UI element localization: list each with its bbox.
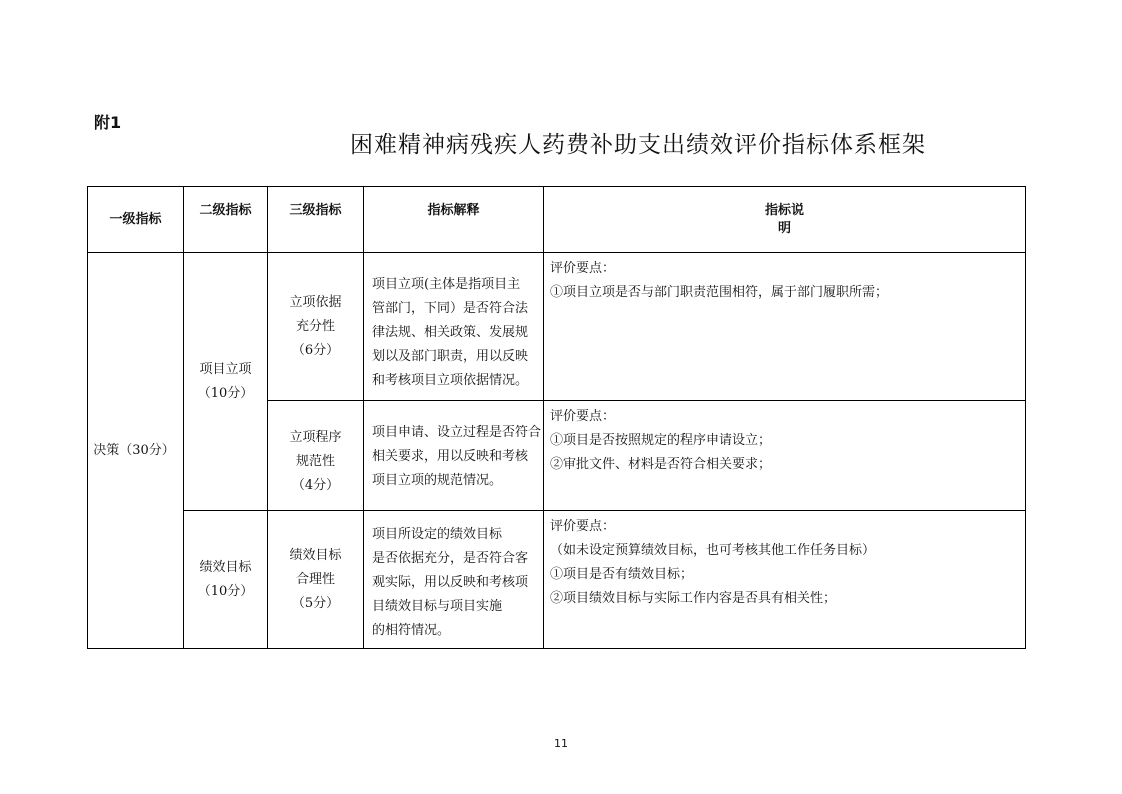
level1-name: 决策（30分）: [93, 442, 175, 458]
level3-line: 充分性: [295, 318, 335, 334]
level3-line: （5分）: [291, 595, 340, 611]
page-number: 11: [554, 737, 568, 750]
explanation-line: 项目立项(主体是指项目主: [372, 277, 521, 292]
explanation-line: 是否依据充分，是否符合客: [372, 551, 529, 566]
level2-cell: [184, 253, 268, 511]
level3-cell: [268, 511, 364, 649]
description-line: （如未设定预算绩效目标，也可考核其他工作任务目标）: [550, 543, 876, 558]
header-level1: 一级指标: [88, 187, 184, 253]
level3-line: 规范性: [295, 454, 335, 469]
attachment-label: 附1: [94, 113, 122, 132]
explanation-line: 目绩效目标与项目实施: [372, 599, 503, 614]
level2-name: 绩效目标: [199, 559, 252, 575]
table-row: [88, 253, 1026, 401]
explanation-line: 律法规、相关政策、发展规: [372, 325, 529, 340]
indicator-table: [87, 186, 1026, 649]
explanation-line: 项目申请、设立过程是否符合: [372, 425, 542, 440]
description-line: 评价要点：: [550, 409, 616, 424]
description-cell: [544, 511, 1026, 649]
level1-cell: [88, 253, 184, 649]
table-row: [88, 511, 1026, 649]
explanation-line: 的相符情况。: [372, 623, 451, 638]
level2-cell: [184, 511, 268, 649]
description-line: ①项目立项是否与部门职责范围相符，属于部门履职所需；: [550, 285, 889, 300]
level3-line: 绩效目标: [289, 547, 342, 563]
level2-name: 项目立项: [199, 361, 252, 377]
level2-score: （10分）: [197, 385, 254, 401]
explanation-line: 划以及部门职责，用以反映: [372, 349, 529, 364]
level3-cell: [268, 401, 364, 511]
description-line: 评价要点：: [550, 261, 616, 276]
explanation-line: 相关要求，用以反映和考核: [372, 449, 529, 464]
table-header-row: [88, 187, 1026, 253]
header-description: [544, 187, 1026, 253]
description-line: ①项目是否有绩效目标；: [550, 567, 694, 582]
explanation-line: 和考核项目立项依据情况。: [372, 373, 529, 388]
description-cell: [544, 253, 1026, 401]
explanation-line: 观实际，用以反映和考核项: [372, 575, 529, 590]
description-line: ②项目绩效目标与实际工作内容是否具有相关性；: [550, 591, 837, 606]
document-title: 困难精神病残疾人药费补助支出绩效评价指标体系框架: [350, 132, 926, 158]
explanation-cell: [364, 511, 544, 649]
level3-line: （6分）: [291, 342, 340, 358]
explanation-cell: [364, 401, 544, 511]
level3-line: 立项依据: [289, 294, 342, 310]
level3-line: 合理性: [295, 571, 335, 587]
level2-score: （10分）: [197, 583, 254, 599]
explanation-line: 项目所设定的绩效目标: [372, 527, 503, 542]
header-explanation: 指标解释: [364, 187, 544, 253]
description-line: ①项目是否按照规定的程序申请设立；: [550, 433, 772, 448]
header-level3: 三级指标: [268, 187, 364, 253]
level3-line: （4分）: [291, 478, 340, 493]
explanation-line: 管部门，下同）是否符合法: [372, 301, 529, 316]
header-level2: 二级指标: [184, 187, 268, 253]
level3-line: 立项程序: [289, 430, 342, 445]
explanation-cell: [364, 253, 544, 401]
explanation-line: 项目立项的规范情况。: [372, 473, 503, 488]
description-line: ②审批文件、材料是否符合相关要求；: [550, 457, 772, 472]
header-description-line: 指标说: [764, 202, 804, 218]
description-cell: [544, 401, 1026, 511]
description-line: 评价要点：: [550, 519, 616, 534]
level3-cell: [268, 253, 364, 401]
header-description-line: 明: [777, 220, 791, 236]
